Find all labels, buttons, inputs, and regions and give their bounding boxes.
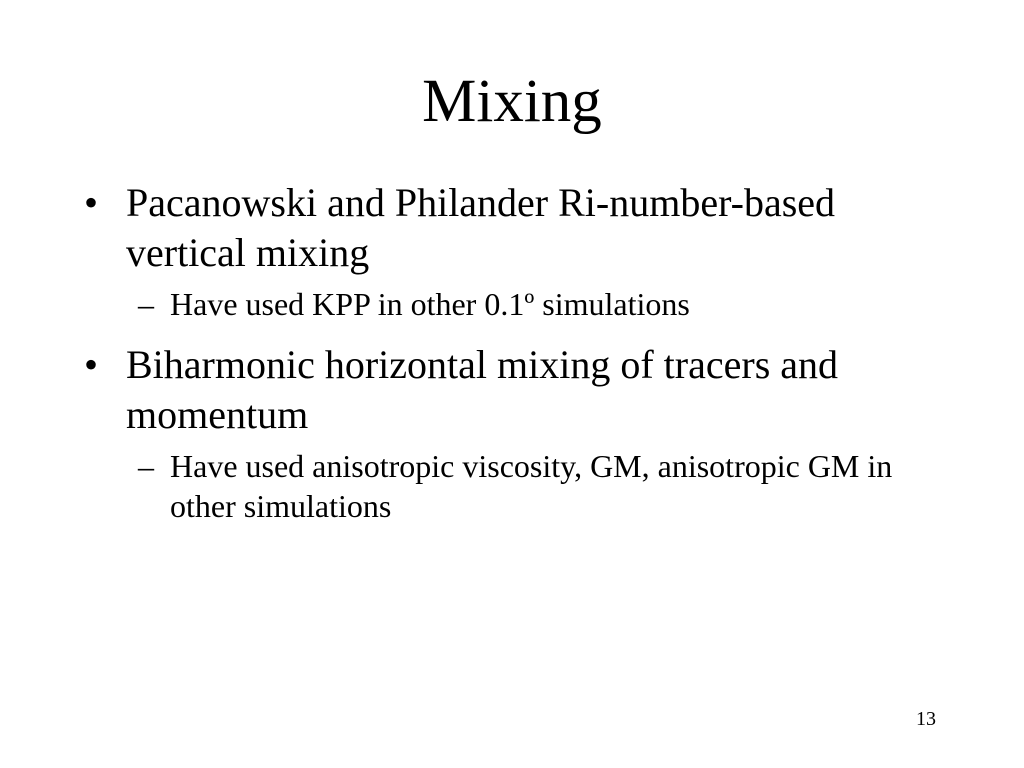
- sub-bullet-item: [80, 284, 960, 324]
- bullet-marker: •: [84, 342, 99, 387]
- sub-bullet-marker: –: [138, 286, 154, 322]
- slide-content: [80, 178, 960, 526]
- sub-bullet-item: [80, 446, 960, 526]
- page-number: 13: [916, 708, 936, 730]
- slide-title: Mixing: [422, 68, 602, 135]
- sub-bullet-text: Have used KPP in other 0.1º simulations: [170, 286, 690, 322]
- sub-bullet-text: Have used anisotropic viscosity, GM, anisotropic GM in other simulations: [170, 448, 893, 524]
- bullet-item: [80, 178, 960, 278]
- bullet-item: [80, 340, 960, 440]
- bullet-text: Biharmonic horizontal mixing of tracers and momentum: [126, 342, 839, 437]
- bullet-text: Pacanowski and Philander Ri-number-based vertical mixing: [126, 180, 836, 275]
- sub-bullet-marker: –: [138, 448, 154, 484]
- bullet-marker: •: [84, 180, 99, 225]
